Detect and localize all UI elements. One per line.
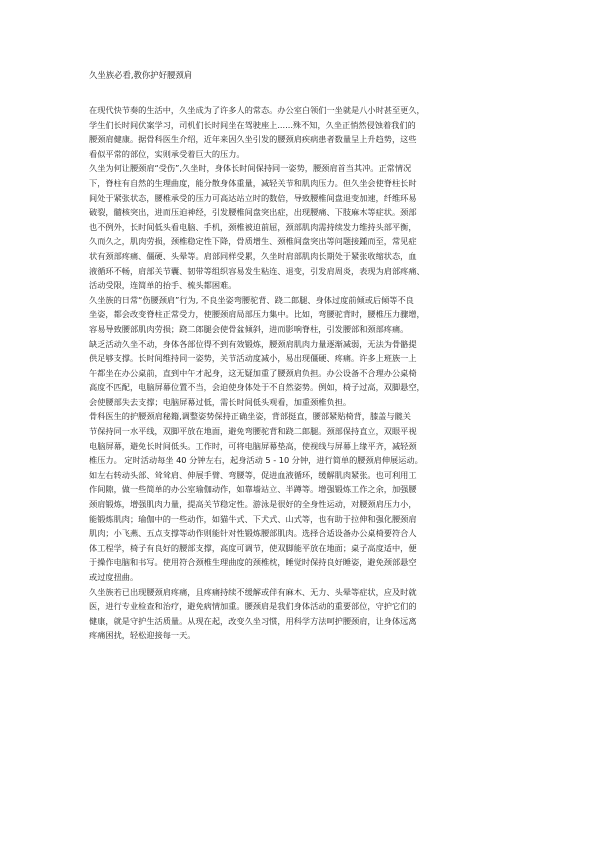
text-line: 如左右转动头部、耸耸肩、伸展手臂、弯腰等，促进血液循环，缓解肌肉紧张。也可利用工 <box>89 469 417 480</box>
text-line: 在现代快节奏的生活中，久坐成为了许多人的常态。办公室白领们一坐就是八小时甚至更久， <box>89 105 425 115</box>
text-line: 腰颈肩健康。据骨科医生介绍，近年来因久坐引发的腰颈肩疾病患者数量呈上升趋势，这些 <box>89 134 417 145</box>
text-line: 体工程学，椅子有良好的腰部支撑，高度可调节，使双脚能平放在地面；桌子高度适中，便 <box>89 542 417 553</box>
text-line: 于操作电脑和书写。使用符合颈椎生理曲度的颈椎枕，睡觉时保持良好睡姿，避免颈部悬空 <box>89 557 417 568</box>
text-line: 看似平常的部位，实则承受着巨大的压力。 <box>89 148 245 159</box>
text-line: 健康，就是守护生活质量。从现在起，改变久坐习惯，用科学方法呵护腰颈肩，让身体远离 <box>89 615 417 626</box>
text-line: 下，脊柱有自然的生理曲度，能分散身体重量，减轻关节和肌肉压力。但久坐会使脊柱长时 <box>89 177 417 188</box>
text-line: 能锻炼肌肉；瑜伽中的一些动作，如猫牛式、下犬式、山式等，也有助于拉伸和强化腰颈肩 <box>89 513 417 524</box>
text-line: 供足够支撑。长时间维持同一姿势，关节活动度减小，易出现僵硬、疼痛。许多上班族一上 <box>89 353 417 364</box>
text-line: 椎压力。 定时活动每坐 40 分钟左右，起身活动 5 - 10 分钟，进行简单的腰颈肩伸展运动。 <box>89 455 423 466</box>
text-line: 节保持同一水平线，双脚平放在地面，避免弯腰驼背和跷二郎腿。颈部保持直立，双眼平视 <box>89 426 417 437</box>
text-line: 久而久之，肌肉劳损，颈椎稳定性下降，骨质增生、颈椎间盘突出等问题接踵而至，常见症 <box>89 236 417 247</box>
document-title: 久坐族必看,教你护好腰颈肩 <box>89 70 193 80</box>
text-line: 或过度扭曲。 <box>89 572 139 582</box>
text-line: 破裂，髓核突出，进而压迫神经，引发腰椎间盘突出症，出现腰痛、下肢麻木等症状。颈部 <box>89 207 417 218</box>
text-line: 骨科医生的护腰颈肩秘籍,调整姿势保持正确坐姿，背部挺直，腰部紧贴椅背，膝盖与髋关 <box>89 411 411 422</box>
text-line: 状有颈部疼痛、僵硬、头晕等。肩部同样受累，久坐时肩部肌肉长期处于紧张收缩状态，血 <box>89 250 417 261</box>
article-body <box>89 103 509 643</box>
text-line: 颈肩锻炼，增强肌肉力量，提高关节稳定性。游泳是很好的全身性运动，对腰颈肩压力小， <box>89 499 417 510</box>
text-line: 学生们长时间伏案学习，司机们长时间坐在驾驶座上......殊不知，久坐正悄然侵蚀着我们的 <box>89 119 416 130</box>
text-line: 作间隙，做一些简单的办公室瑜伽动作，如靠墙站立、半蹲等。增强锻炼工作之余，加强腰 <box>89 484 417 495</box>
text-line: 间处于紧张状态，腰椎承受的压力可高达站立时的数倍，导致腰椎间盘退变加速，纤维环易 <box>89 192 417 203</box>
text-line: 电脑屏幕，避免长时间低头。工作时，可将电脑屏幕垫高，使视线与屏幕上缘平齐，减轻颈 <box>89 440 417 451</box>
text-line: 缺乏活动久坐不动，身体各部位得不到有效锻炼，腰颈肩肌肉力量逐渐减弱，无法为骨骼提 <box>89 338 417 349</box>
text-line: 久坐族的日常“伤腰颈肩”行为, 不良坐姿弯腰驼背、跷二郎腿、身体过度前倾或后倾等不良 <box>89 294 414 305</box>
text-line: 午都坐在办公桌前，直到中午才起身，这无疑加重了腰颈肩负担。办公设备不合理办公桌椅 <box>89 367 417 378</box>
text-line: 医，进行专业检查和治疗，避免病情加重。腰颈肩是我们身体活动的重要部位，守护它们的 <box>89 601 417 612</box>
text-line: 久坐族若已出现腰颈肩疼痛，且疼痛持续不缓解或伴有麻木、无力、头晕等症状，应及时就 <box>89 586 417 597</box>
text-line: 会使腰部失去支撑；电脑屏幕过低，需长时间低头观看，加重颈椎负担。 <box>89 396 352 407</box>
text-line: 久坐为何让腰颈肩“受伤”,久坐时，身体长时间保持同一姿势，腰颈肩首当其冲。正常情况 <box>89 163 412 174</box>
text-line: 也不例外，长时间低头看电脑、手机，颈椎被迫前屈，颈部肌肉需持续发力维持头部平衡， <box>89 221 417 232</box>
text-line: 坐姿，都会改变脊柱正常受力，使腰颈肩局部压力集中。比如，弯腰驼背时，腰椎压力骤增， <box>89 309 425 320</box>
text-line: 高度不匹配，电脑屏幕位置不当，会迫使身体处于不自然姿势。例如，椅子过高，双脚悬空， <box>89 382 425 393</box>
text-line: 疼痛困扰，轻松迎接每一天。 <box>89 630 196 641</box>
text-line: 液循环不畅，肩部关节囊、韧带等组织容易发生粘连、退变，引发肩周炎，表现为肩部疼痛、 <box>89 265 425 276</box>
text-line: 活动受限，连简单的抬手、梳头都困难。 <box>89 280 237 291</box>
text-line: 容易导致腰部肌肉劳损；跷二郎腿会使骨盆倾斜，进而影响脊柱，引发腰部和颈部疼痛。 <box>89 323 409 334</box>
text-line: 肌肉；小飞燕、五点支撑等动作则能针对性锻炼腰部肌肉。选择合适设备办公桌椅要符合人 <box>89 528 417 539</box>
